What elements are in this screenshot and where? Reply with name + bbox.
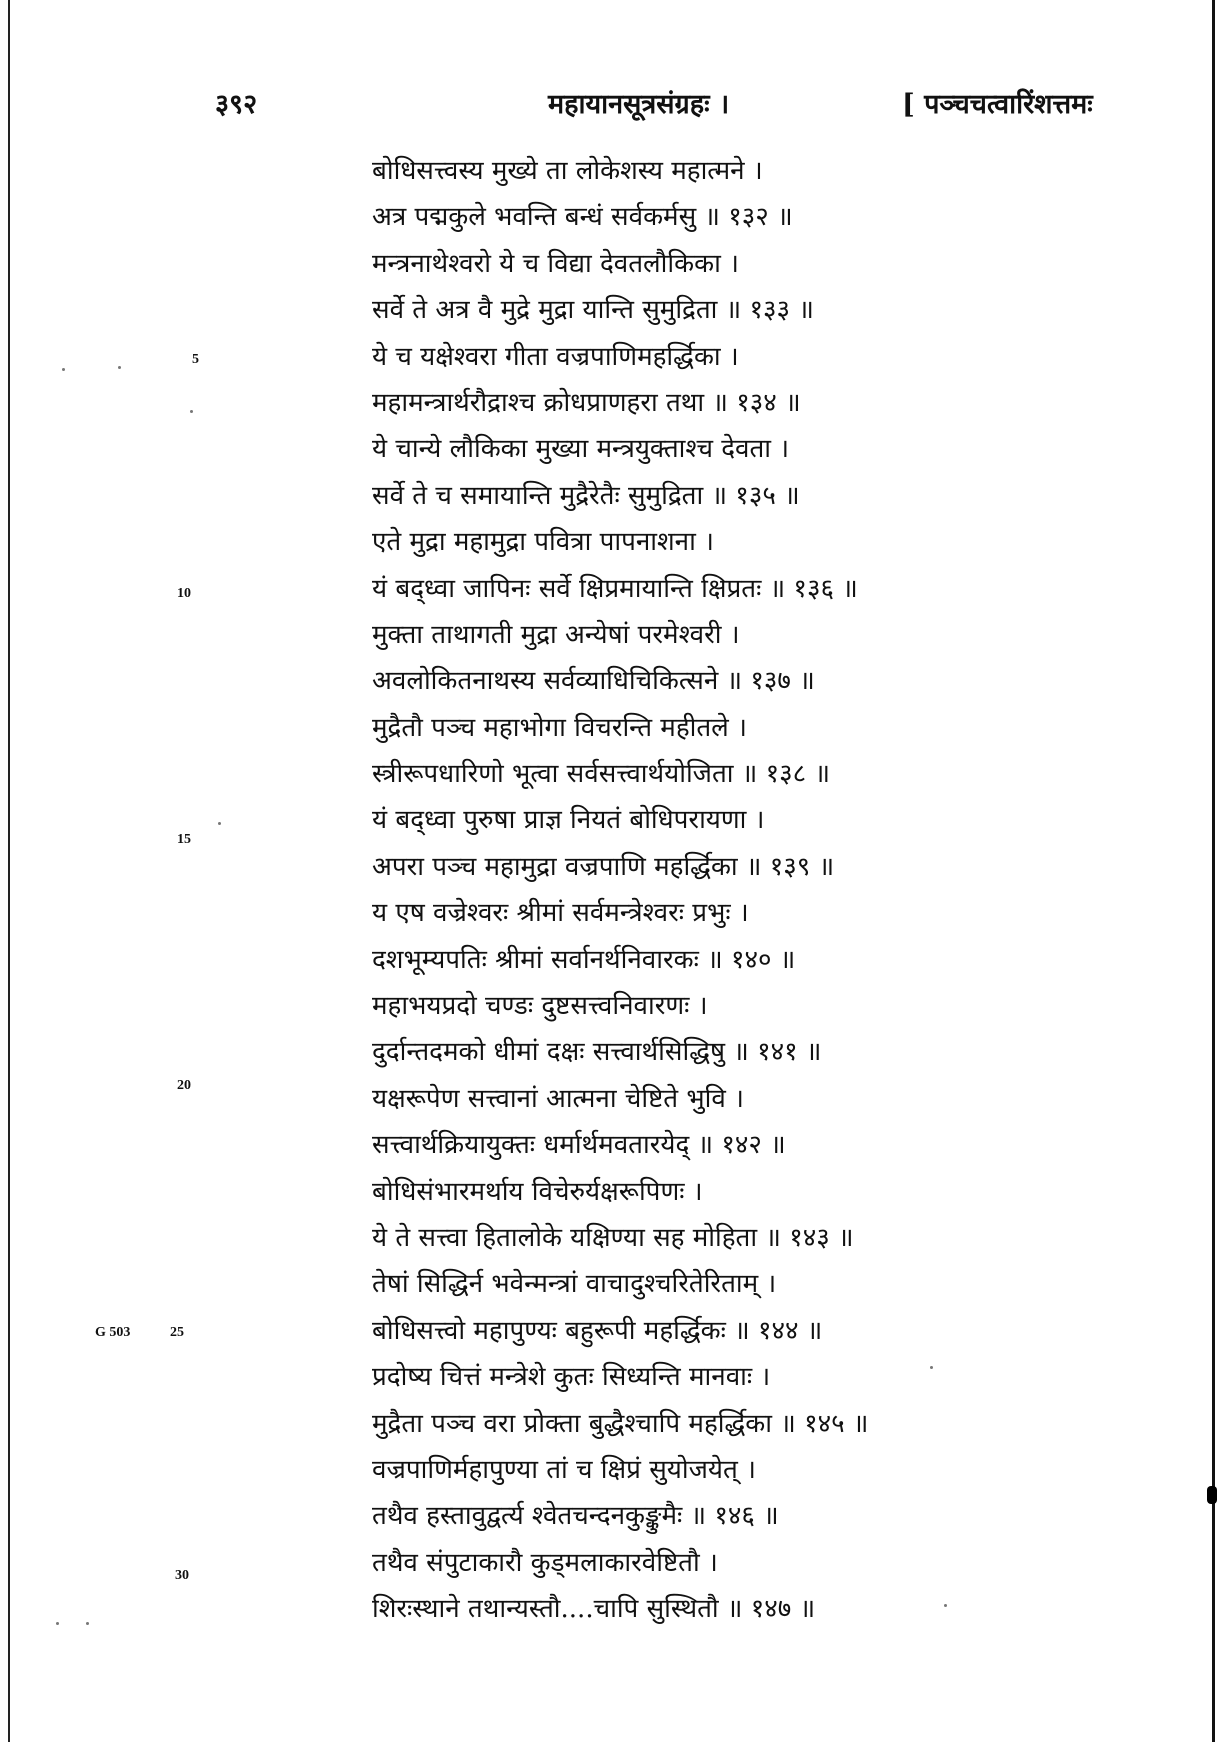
- page-number: ३९२: [215, 89, 258, 120]
- page-left-edge: [8, 0, 10, 1742]
- verse-line: तथैव हस्तावुद्वर्त्य श्वेतचन्दनकुङ्कुमैः ॥ १४६ ॥: [372, 1501, 779, 1532]
- verse-line: मन्त्रनाथेश्वरो ये च विद्या देवतलौकिका ।: [372, 248, 739, 279]
- verse-line: एते मुद्रा महामुद्रा पवित्रा पापनाशना ।: [372, 527, 714, 558]
- print-speck: [118, 366, 121, 369]
- verse-line: सर्वे ते च समायान्ति मुद्रैरेतैः सुमुद्रिता ॥ १३५ ॥: [372, 480, 800, 511]
- verse-line: सर्वे ते अत्र वै मुद्रे मुद्रा यान्ति सुमुद्रिता ॥ १३३ ॥: [372, 295, 814, 326]
- print-speck: [944, 1604, 947, 1607]
- verse-line: वज्रपाणिर्महापुण्या तां च क्षिप्रं सुयोजयेत् ।: [372, 1454, 756, 1485]
- verse-line: बोधिसत्त्वस्य मुख्ये ता लोकेशस्य महात्मने ।: [372, 156, 763, 186]
- chapter-title: [ पञ्चचत्वारिंशत्तमः: [902, 89, 1093, 120]
- verse-line: दुर्दान्तदमको धीमां दक्षः सत्त्वार्थसिद्धिषु ॥ १४१ ॥: [372, 1037, 822, 1068]
- line-number-5: 5: [192, 352, 199, 367]
- verse-line: बोधिसंभारमर्थाय विचेरुर्यक्षरूपिणः ।: [372, 1176, 703, 1207]
- verse-line: यं बद्ध्वा जापिनः सर्वे क्षिप्रमायान्ति क्षिप्रतः ॥ १३६ ॥: [372, 573, 858, 604]
- line-number-25: 25: [170, 1325, 184, 1340]
- verse-line: महामन्त्रार्थरौद्राश्च क्रोधप्राणहरा तथा ॥ १३४ ॥: [372, 387, 801, 418]
- verse-line: य एष वज्रेश्वरः श्रीमां सर्वमन्त्रेश्वरः प्रभुः ।: [372, 898, 749, 929]
- verse-line: अत्र पद्मकुले भवन्ति बन्धं सर्वकर्मसु ॥ १३२ ॥: [372, 202, 793, 233]
- print-speck: [218, 822, 221, 825]
- verse-line: स्त्रीरूपधारिणो भूत्वा सर्वसत्त्वार्थयोजिता ॥ १३८ ॥: [372, 759, 831, 790]
- line-number-20: 20: [177, 1078, 191, 1093]
- line-number-15: 15: [177, 832, 191, 847]
- verse-line: सत्त्वार्थक्रियायुक्तः धर्मार्थमवतारयेद् ॥ १४२ ॥: [372, 1130, 786, 1161]
- print-speck: [930, 1366, 933, 1369]
- running-title: महायानसूत्रसंग्रहः ।: [548, 89, 730, 120]
- line-number-10: 10: [177, 586, 191, 601]
- print-speck: [86, 1622, 89, 1625]
- verse-line: महाभयप्रदो चण्डः दुष्टसत्त्वनिवारणः ।: [372, 991, 708, 1022]
- verse-line: शिरःस्थाने तथान्यस्तौ....चापि सुस्थितौ ॥ १४७ ॥: [372, 1594, 816, 1625]
- verse-line: अपरा पञ्च महामुद्रा वज्रपाणि महर्द्धिका ॥ १३९ ॥: [372, 851, 835, 882]
- print-speck: [190, 410, 193, 413]
- page-right-edge: [1212, 0, 1215, 1742]
- print-speck: [56, 1622, 59, 1625]
- print-speck: [62, 368, 65, 371]
- verse-line: मुद्रैता पञ्च वरा प्रोक्ता बुद्धैश्चापि महर्द्धिका ॥ १४५ ॥: [372, 1408, 869, 1439]
- line-number-30: 30: [175, 1568, 189, 1583]
- verse-line: तेषां सिद्धिर्न भवेन्मन्त्रां वाचादुश्चरितेरिताम् ।: [372, 1269, 777, 1300]
- verse-line: अवलोकितनाथस्य सर्वव्याधिचिकित्सने ॥ १३७ ॥: [372, 666, 815, 697]
- verse-line: ये ते सत्त्वा हितालोके यक्षिण्या सह मोहिता ॥ १४३ ॥: [372, 1222, 854, 1253]
- verse-line: ये च यक्षेश्वरा गीता वज्रपाणिमहर्द्धिका ।: [372, 341, 739, 372]
- verse-block: [372, 148, 1212, 1633]
- verse-line: यक्षरूपेण सत्त्वानां आत्मना चेष्टिते भुवि ।: [372, 1083, 744, 1114]
- verse-line: तथैव संपुटाकारौ कुड्मलाकारवेष्टितौ ।: [372, 1547, 718, 1578]
- verse-line: यं बद्ध्वा पुरुषा प्राज्ञ नियतं बोधिपरायणा ।: [372, 805, 765, 836]
- page-header: [0, 84, 1232, 124]
- verse-line: मुक्ता ताथागती मुद्रा अन्येषां परमेश्वरी ।: [372, 619, 740, 650]
- margin-reference: G 503: [95, 1325, 131, 1340]
- verse-line: प्रदोष्य चित्तं मन्त्रेशे कुतः सिध्यन्ति मानवाः ।: [372, 1362, 771, 1393]
- verse-line: दशभूम्यपतिः श्रीमां सर्वानर्थनिवारकः ॥ १४० ॥: [372, 944, 796, 975]
- verse-line: ये चान्ये लौकिका मुख्या मन्त्रयुक्ताश्च देवता ।: [372, 434, 790, 465]
- verse-line: मुद्रैतौ पञ्च महाभोगा विचरन्ति महीतले ।: [372, 712, 747, 743]
- verse-line: बोधिसत्त्वो महापुण्यः बहुरूपी महर्द्धिकः ॥ १४४ ॥: [372, 1315, 823, 1346]
